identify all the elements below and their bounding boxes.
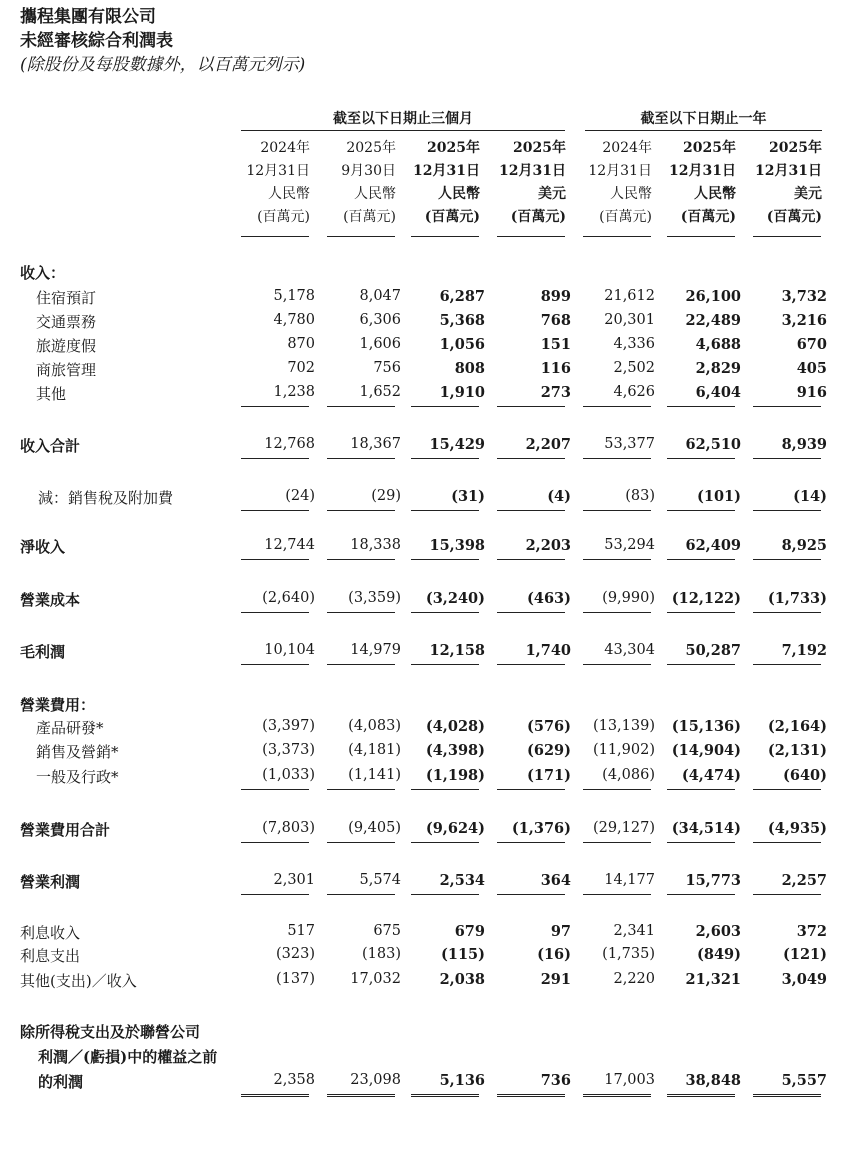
column-header-rule: [497, 236, 565, 237]
table-cell: 8,047: [359, 288, 401, 304]
table-cell: 97: [550, 923, 571, 940]
table-cell: 2,220: [613, 971, 655, 987]
table-cell: (9,990): [602, 590, 655, 606]
column-date: 12月31日: [246, 163, 310, 179]
column-date: 12月31日: [755, 163, 822, 179]
table-cell: (24): [285, 488, 315, 504]
table-cell: 8,925: [781, 537, 827, 554]
table-cell: 670: [796, 336, 827, 353]
table-cell: (15,136): [671, 718, 741, 735]
subtotal-rule: [327, 789, 395, 790]
table-cell: 151: [540, 336, 571, 353]
table-cell: (31): [451, 488, 485, 505]
subtotal-rule: [583, 406, 651, 407]
subtotal-rule: [667, 842, 735, 843]
subtotal-rule: [667, 789, 735, 790]
table-cell: 679: [454, 923, 485, 940]
table-cell: 4,780: [273, 312, 315, 328]
period-header-three-months: 截至以下日期止三個月: [241, 108, 565, 131]
table-cell: 38,848: [685, 1072, 741, 1089]
line-item-label: 利息支出: [20, 947, 81, 965]
table-cell: (13,139): [592, 718, 655, 734]
subtotal-rule: [497, 406, 565, 407]
subtotal-rule: [327, 458, 395, 459]
column-header: [488, 137, 566, 229]
column-currency: 人民幣: [694, 186, 736, 202]
column-currency: 人民幣: [268, 186, 310, 202]
table-cell: 870: [287, 336, 315, 352]
table-cell: 5,574: [359, 872, 401, 888]
table-cell: 53,377: [604, 436, 655, 452]
subtotal-rule: [667, 406, 735, 407]
table-cell: 2,341: [613, 923, 655, 939]
line-item-label: 旅遊度假: [36, 337, 97, 355]
column-unit: (百萬元): [257, 209, 310, 225]
column-header-rule: [411, 236, 479, 237]
subtotal-rule: [411, 510, 479, 511]
table-cell: (4,083): [348, 718, 401, 734]
operating-expenses-section-label: 營業費用：: [20, 696, 96, 714]
column-date: 12月31日: [588, 163, 652, 179]
subtotal-rule: [327, 510, 395, 511]
column-header-rule: [583, 236, 651, 237]
subtotal-rule: [667, 510, 735, 511]
column-date: 12月31日: [669, 163, 736, 179]
column-year: 2025年: [346, 140, 396, 156]
subtotal-rule: [327, 612, 395, 613]
subtotal-rule: [327, 559, 395, 560]
table-cell: 808: [454, 360, 485, 377]
table-cell: 405: [796, 360, 827, 377]
table-cell: (137): [276, 971, 315, 987]
table-cell: (83): [625, 488, 655, 504]
table-cell: 12,768: [264, 436, 315, 452]
table-cell: 768: [540, 312, 571, 329]
column-header-rule: [241, 236, 309, 237]
table-cell: 14,177: [604, 872, 655, 888]
table-cell: 2,603: [695, 923, 741, 940]
subtotal-rule: [583, 458, 651, 459]
subtotal-rule: [241, 406, 309, 407]
table-cell: (1,733): [767, 590, 827, 607]
subtotal-rule: [583, 789, 651, 790]
column-year: 2025年: [427, 140, 480, 156]
subtotal-rule: [583, 664, 651, 665]
table-cell: (115): [441, 946, 485, 963]
table-cell: 1,652: [359, 384, 401, 400]
table-cell: 7,192: [781, 642, 827, 659]
table-cell: (2,131): [767, 742, 827, 759]
column-currency: 人民幣: [354, 186, 396, 202]
table-cell: (1,735): [602, 946, 655, 962]
table-cell: 517: [287, 923, 315, 939]
column-year: 2024年: [260, 140, 310, 156]
subtotal-rule: [583, 510, 651, 511]
subtotal-rule: [411, 612, 479, 613]
table-cell: 21,321: [685, 971, 741, 988]
subtotal-rule: [241, 664, 309, 665]
table-cell: 5,557: [781, 1072, 827, 1089]
table-cell: (3,240): [425, 590, 485, 607]
table-cell: 21,612: [604, 288, 655, 304]
table-cell: 53,294: [604, 537, 655, 553]
table-cell: (14): [793, 488, 827, 505]
column-header: [402, 137, 480, 229]
subtotal-rule: [497, 510, 565, 511]
table-cell: 17,032: [350, 971, 401, 987]
table-cell: (101): [697, 488, 741, 505]
table-cell: (4,398): [425, 742, 485, 759]
column-header-rule: [753, 236, 821, 237]
table-cell: 3,216: [781, 312, 827, 329]
total-operating-expenses-label: 營業費用合計: [20, 821, 111, 839]
table-cell: 372: [796, 923, 827, 940]
table-cell: (121): [783, 946, 827, 963]
subtotal-rule: [241, 612, 309, 613]
table-cell: 18,338: [350, 537, 401, 553]
line-item-label: 其他(支出)／收入: [20, 972, 137, 990]
table-cell: 2,207: [525, 436, 571, 453]
table-cell: (171): [527, 767, 571, 784]
table-cell: 2,038: [439, 971, 485, 988]
subtotal-rule: [753, 789, 821, 790]
subtotal-rule: [411, 894, 479, 895]
column-unit: (百萬元): [766, 209, 822, 225]
gross-profit-label: 毛利潤: [20, 643, 66, 661]
table-cell: (14,904): [671, 742, 741, 759]
column-year: 2025年: [769, 140, 822, 156]
table-cell: 5,178: [273, 288, 315, 304]
column-unit: (百萬元): [343, 209, 396, 225]
table-cell: (1,141): [348, 767, 401, 783]
table-cell: (3,397): [262, 718, 315, 734]
table-cell: 4,626: [613, 384, 655, 400]
table-cell: 736: [540, 1072, 571, 1089]
subtotal-rule: [753, 406, 821, 407]
table-cell: (2,640): [262, 590, 315, 606]
subtotal-rule: [241, 789, 309, 790]
table-cell: 1,740: [525, 642, 571, 659]
pretax-income-label: 除所得稅支出及於聯營公司: [20, 1023, 201, 1041]
column-header: [744, 137, 822, 229]
subtotal-rule: [327, 664, 395, 665]
table-cell: 4,336: [613, 336, 655, 352]
column-year: 2024年: [602, 140, 652, 156]
column-header: [318, 137, 396, 229]
table-cell: (323): [276, 946, 315, 962]
table-cell: (4,028): [425, 718, 485, 735]
subtotal-rule: [497, 842, 565, 843]
table-cell: 62,510: [685, 436, 741, 453]
table-cell: 364: [540, 872, 571, 889]
cost-of-revenue-label: 營業成本: [20, 591, 81, 609]
table-cell: 15,398: [429, 537, 485, 554]
table-cell: 6,287: [439, 288, 485, 305]
subtotal-rule: [411, 789, 479, 790]
line-item-label: 其他: [36, 385, 67, 403]
table-cell: (4,474): [681, 767, 741, 784]
table-cell: 8,939: [781, 436, 827, 453]
line-item-label: 交通票務: [36, 313, 97, 331]
table-cell: 5,368: [439, 312, 485, 329]
table-cell: (629): [527, 742, 571, 759]
table-cell: (3,373): [262, 742, 315, 758]
subtotal-rule: [583, 612, 651, 613]
subtotal-rule: [753, 894, 821, 895]
line-item-label: 一般及行政*: [36, 768, 119, 786]
table-cell: 3,732: [781, 288, 827, 305]
table-cell: (183): [362, 946, 401, 962]
table-cell: 22,489: [685, 312, 741, 329]
table-cell: (463): [527, 590, 571, 607]
subtotal-rule: [327, 842, 395, 843]
table-cell: 756: [373, 360, 401, 376]
table-cell: 702: [287, 360, 315, 376]
subtotal-rule: [667, 559, 735, 560]
subtotal-rule: [327, 406, 395, 407]
table-cell: (1,198): [425, 767, 485, 784]
income-from-operations-label: 營業利潤: [20, 873, 81, 891]
subtotal-rule: [241, 894, 309, 895]
table-cell: 1,056: [439, 336, 485, 353]
table-cell: (2,164): [767, 718, 827, 735]
subtotal-rule: [327, 894, 395, 895]
table-cell: 15,773: [685, 872, 741, 889]
subtotal-rule: [753, 612, 821, 613]
table-cell: (9,405): [348, 820, 401, 836]
subtotal-rule: [753, 559, 821, 560]
table-cell: 1,606: [359, 336, 401, 352]
table-cell: 5,136: [439, 1072, 485, 1089]
table-cell: (576): [527, 718, 571, 735]
subtotal-rule: [667, 894, 735, 895]
subtotal-rule: [241, 842, 309, 843]
column-currency: 人民幣: [438, 186, 480, 202]
table-cell: (4,181): [348, 742, 401, 758]
double-underline: [241, 1094, 309, 1097]
column-date: 9月30日: [341, 163, 396, 179]
subtotal-rule: [411, 458, 479, 459]
table-cell: 116: [540, 360, 571, 377]
table-cell: (4): [547, 488, 571, 505]
table-cell: (9,624): [425, 820, 485, 837]
column-unit: (百萬元): [424, 209, 480, 225]
subtotal-rule: [753, 664, 821, 665]
table-cell: 20,301: [604, 312, 655, 328]
table-cell: 916: [796, 384, 827, 401]
pretax-income-label: 的利潤: [38, 1073, 84, 1091]
table-cell: (7,803): [262, 820, 315, 836]
table-cell: 14,979: [350, 642, 401, 658]
table-cell: 12,744: [264, 537, 315, 553]
column-unit: (百萬元): [680, 209, 736, 225]
statement-title: 未經審核綜合利潤表: [20, 31, 173, 51]
table-cell: 1,238: [273, 384, 315, 400]
table-cell: 26,100: [685, 288, 741, 305]
double-underline: [753, 1094, 821, 1097]
double-underline: [583, 1094, 651, 1097]
table-cell: 675: [373, 923, 401, 939]
table-cell: 2,203: [525, 537, 571, 554]
column-unit: (百萬元): [510, 209, 566, 225]
table-cell: (3,359): [348, 590, 401, 606]
table-cell: (16): [537, 946, 571, 963]
column-date: 12月31日: [499, 163, 566, 179]
subtotal-rule: [411, 559, 479, 560]
subtotal-rule: [411, 842, 479, 843]
table-cell: (29,127): [592, 820, 655, 836]
line-item-label: 利息收入: [20, 924, 81, 942]
subtotal-rule: [241, 510, 309, 511]
subtotal-rule: [667, 612, 735, 613]
table-cell: 2,829: [695, 360, 741, 377]
table-cell: 2,534: [439, 872, 485, 889]
column-header: [232, 137, 310, 229]
company-name: 攜程集團有限公司: [20, 7, 156, 27]
subtotal-rule: [411, 664, 479, 665]
table-cell: 50,287: [685, 642, 741, 659]
period-header-one-year: 截至以下日期止一年: [585, 108, 822, 131]
column-header-rule: [327, 236, 395, 237]
table-cell: 12,158: [429, 642, 485, 659]
subtotal-rule: [583, 842, 651, 843]
table-cell: 899: [540, 288, 571, 305]
table-cell: 2,502: [613, 360, 655, 376]
unit-note: (除股份及每股數據外，以百萬元列示): [20, 55, 306, 75]
subtotal-rule: [497, 664, 565, 665]
subtotal-rule: [497, 894, 565, 895]
column-currency: 美元: [538, 186, 566, 202]
subtotal-rule: [753, 510, 821, 511]
table-cell: 291: [540, 971, 571, 988]
column-unit: (百萬元): [599, 209, 652, 225]
subtotal-rule: [667, 664, 735, 665]
table-cell: 1,910: [439, 384, 485, 401]
subtotal-rule: [411, 406, 479, 407]
subtotal-rule: [241, 559, 309, 560]
subtotal-rule: [667, 458, 735, 459]
column-header: [574, 137, 652, 229]
table-cell: 6,404: [695, 384, 741, 401]
table-cell: (29): [371, 488, 401, 504]
pretax-income-label: 利潤／(虧損)中的權益之前: [38, 1048, 218, 1066]
table-cell: 4,688: [695, 336, 741, 353]
table-cell: 273: [540, 384, 571, 401]
table-cell: (640): [783, 767, 827, 784]
table-cell: 17,003: [604, 1072, 655, 1088]
column-currency: 美元: [794, 186, 822, 202]
column-year: 2025年: [513, 140, 566, 156]
table-cell: 62,409: [685, 537, 741, 554]
column-year: 2025年: [683, 140, 736, 156]
subtotal-rule: [497, 559, 565, 560]
table-cell: (12,122): [671, 590, 741, 607]
sales-tax-label: 減：銷售稅及附加費: [38, 489, 174, 507]
table-cell: (4,935): [767, 820, 827, 837]
line-item-label: 商旅管理: [36, 361, 97, 379]
table-cell: (849): [697, 946, 741, 963]
double-underline: [497, 1094, 565, 1097]
column-header-rule: [667, 236, 735, 237]
revenue-section-label: 收入：: [20, 264, 66, 282]
subtotal-rule: [241, 458, 309, 459]
double-underline: [327, 1094, 395, 1097]
line-item-label: 產品研發*: [36, 719, 104, 737]
table-cell: (1,033): [262, 767, 315, 783]
subtotal-rule: [583, 894, 651, 895]
double-underline: [667, 1094, 735, 1097]
line-item-label: 住宿預訂: [36, 289, 97, 307]
table-cell: 2,358: [273, 1072, 315, 1088]
subtotal-rule: [753, 842, 821, 843]
column-header: [658, 137, 736, 229]
table-cell: 15,429: [429, 436, 485, 453]
column-date: 12月31日: [413, 163, 480, 179]
table-cell: (11,902): [592, 742, 655, 758]
net-revenue-label: 淨收入: [20, 538, 66, 556]
line-item-label: 銷售及營銷*: [36, 743, 119, 761]
table-cell: 23,098: [350, 1072, 401, 1088]
table-cell: 2,257: [781, 872, 827, 889]
double-underline: [411, 1094, 479, 1097]
table-cell: 6,306: [359, 312, 401, 328]
subtotal-rule: [497, 458, 565, 459]
table-cell: (34,514): [671, 820, 741, 837]
subtotal-rule: [753, 458, 821, 459]
subtotal-rule: [497, 612, 565, 613]
table-cell: 10,104: [264, 642, 315, 658]
subtotal-rule: [583, 559, 651, 560]
table-cell: (1,376): [511, 820, 571, 837]
column-currency: 人民幣: [610, 186, 652, 202]
table-cell: 3,049: [781, 971, 827, 988]
table-cell: (4,086): [602, 767, 655, 783]
total-revenue-label: 收入合計: [20, 437, 81, 455]
table-cell: 2,301: [273, 872, 315, 888]
subtotal-rule: [497, 789, 565, 790]
table-cell: 43,304: [604, 642, 655, 658]
table-cell: 18,367: [350, 436, 401, 452]
